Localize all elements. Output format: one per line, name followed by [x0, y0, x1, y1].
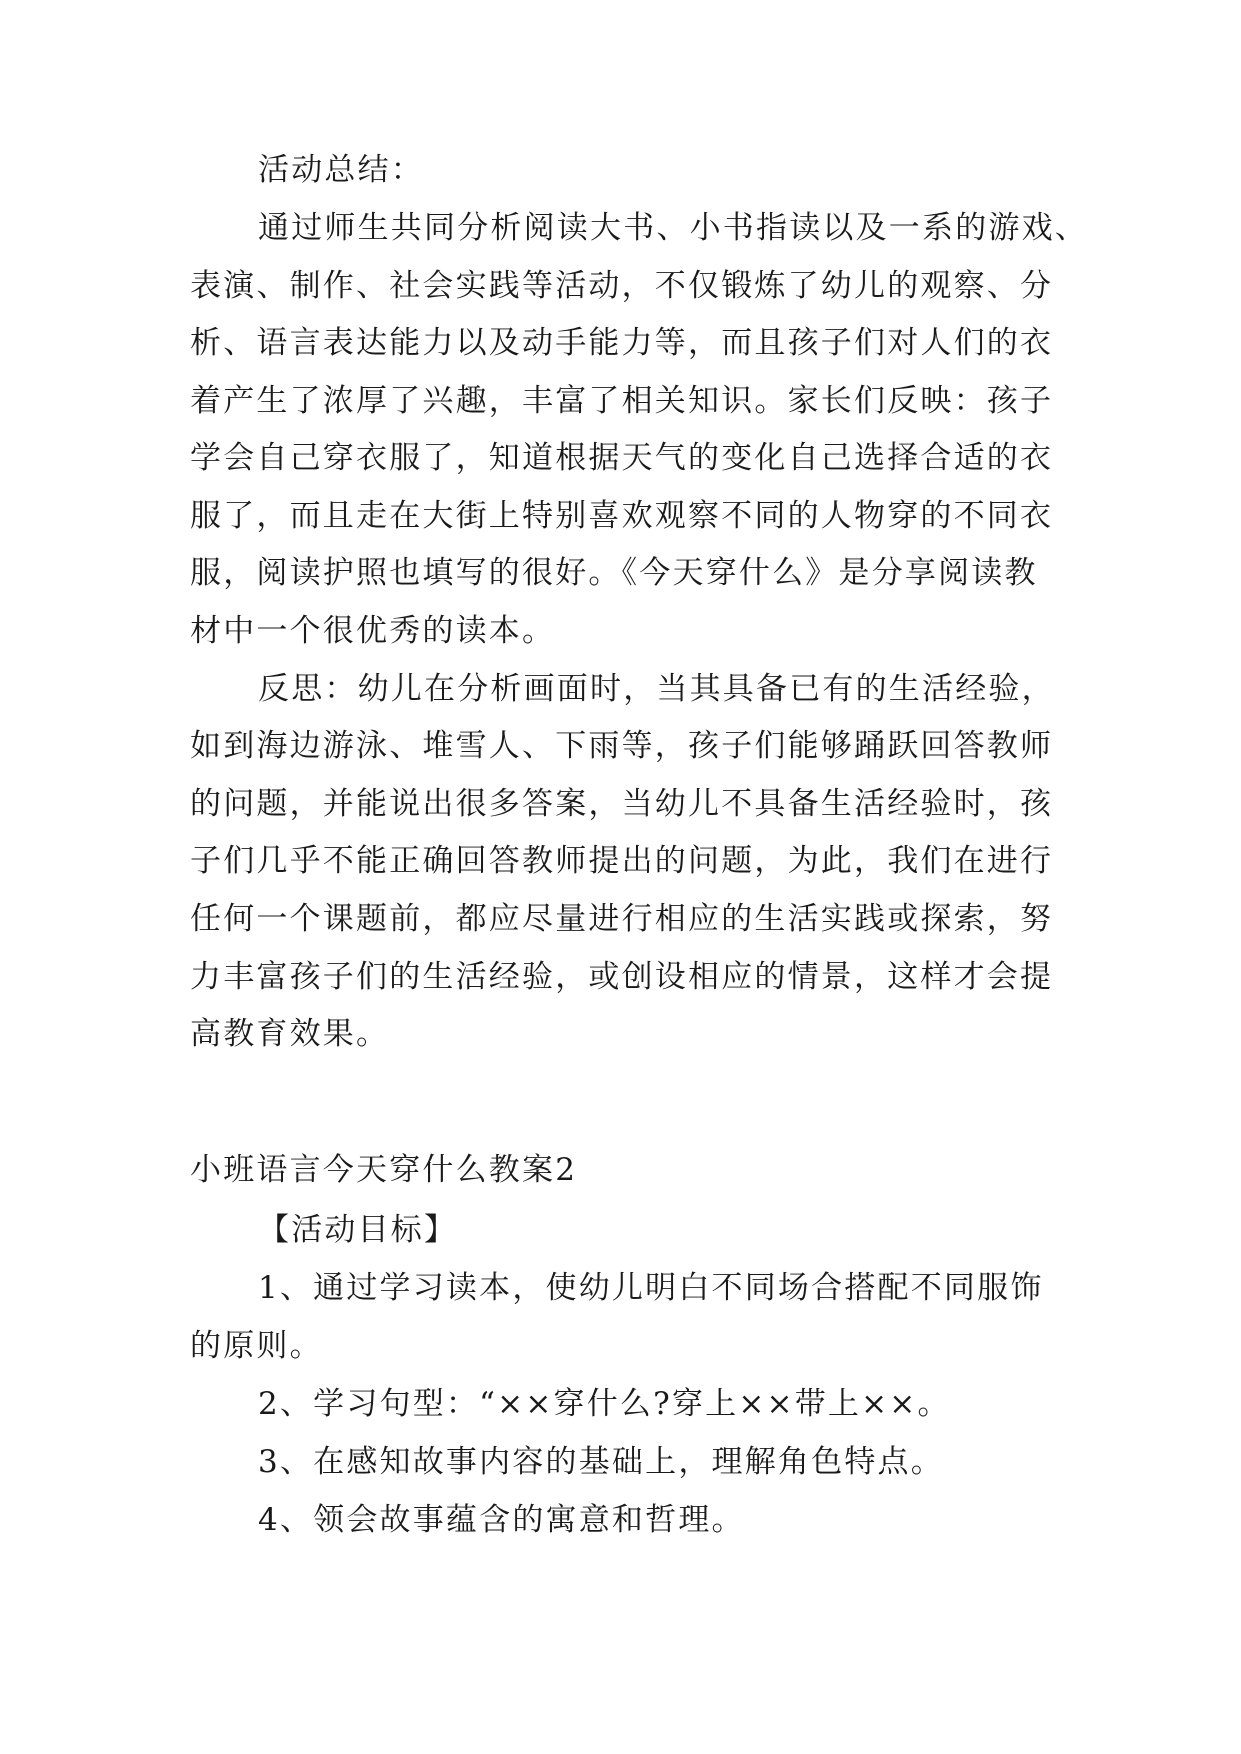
list-item-continuation: 的原则。 — [190, 1328, 323, 1364]
paragraph-line: 析、语言表达能力以及动手能力等，而且孩子们对人们的衣 — [190, 325, 1054, 361]
list-item: 4、领会故事蕴含的寓意和哲理。 — [258, 1502, 745, 1538]
list-item: 1、通过学习读本，使幼儿明白不同场合搭配不同服饰 — [258, 1270, 1044, 1306]
paragraph-line: 的问题，并能说出很多答案，当幼儿不具备生活经验时，孩 — [190, 786, 1054, 822]
paragraph-line: 子们几乎不能正确回答教师提出的问题，为此，我们在进行 — [190, 843, 1054, 879]
paragraph-line: 通过师生共同分析阅读大书、小书指读以及一系的游戏、 — [258, 210, 1088, 246]
summary-heading: 活动总结： — [258, 152, 424, 188]
paragraph-line: 材中一个很优秀的读本。 — [190, 613, 556, 649]
section-title: 小班语言今天穿什么教案2 — [190, 1152, 578, 1188]
paragraph-line: 任何一个课题前，都应尽量进行相应的生活实践或探索，努 — [190, 901, 1054, 937]
section-heading: 【活动目标】 — [258, 1212, 458, 1248]
list-item: 3、在感知故事内容的基础上，理解角色特点。 — [258, 1444, 944, 1480]
paragraph-line: 学会自己穿衣服了，知道根据天气的变化自己选择合适的衣 — [190, 440, 1054, 476]
paragraph-line: 力丰富孩子们的生活经验，或创设相应的情景，这样才会提 — [190, 959, 1054, 995]
paragraph-line: 着产生了浓厚了兴趣，丰富了相关知识。家长们反映：孩子 — [190, 383, 1054, 419]
paragraph-line: 反思：幼儿在分析画面时，当其具备已有的生活经验， — [258, 671, 1055, 707]
list-item: 2、学习句型：“××穿什么?穿上××带上××。 — [258, 1386, 951, 1422]
paragraph-line: 高教育效果。 — [190, 1016, 390, 1052]
paragraph-line: 服了，而且走在大街上特别喜欢观察不同的人物穿的不同衣 — [190, 498, 1054, 534]
paragraph-line: 服，阅读护照也填写的很好。《今天穿什么》是分享阅读教 — [190, 555, 1038, 591]
paragraph-line: 表演、制作、社会实践等活动，不仅锻炼了幼儿的观察、分 — [190, 268, 1054, 304]
paragraph-line: 如到海边游泳、堆雪人、下雨等，孩子们能够踊跃回答教师 — [190, 728, 1054, 764]
